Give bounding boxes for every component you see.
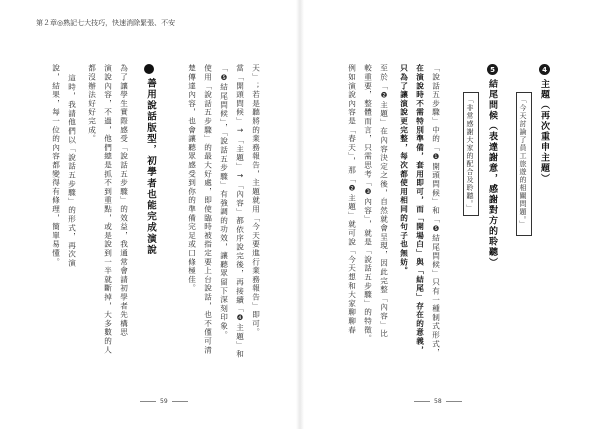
left-body-bottom-line-3: 都沒辦法好好完成。 (87, 64, 97, 144)
left-body-top-line-5: 楚傳達內容，也會讓聽眾感受到你的準備完足或口條極佳。 (187, 64, 197, 293)
heading-4-title: 主題（再次重申主題） (539, 79, 549, 184)
heading-5-quote: 「非常感謝大家的配合及聆聽。」 (466, 96, 474, 213)
left-body-bottom-line-2: 演說內容，不過，他們總是抓不到重點，或是說到一半就斷掉，大多數的人 (103, 64, 113, 355)
right-body-line-4: 至於「❷主題」在內容決定之後，自然就會呈現，因此完整「內容」比 (379, 64, 389, 339)
heading-4-quote: 「今天討論了員工旅遊的相關問題。」 (519, 96, 527, 229)
left-body-bottom-line-1: 為了讓學生實際感受「說話五步驟」的效益，我通常會請初學者先構思 (119, 64, 129, 337)
book-gutter (296, 0, 304, 429)
left-body-top-line-4: 使用「說話五步驟」的最大好處，即使臨時被指定要上台說話，也不僅可清 (203, 64, 213, 355)
right-body-line-5: 較重要，整體而言，只需思考「❸內容」，就是「說話五步驟」的特徵。 (363, 64, 373, 344)
right-body-line-2: 在演說時不需特別準備，套用即可，而「開場白」與「結尾」存在的意義， (415, 64, 425, 355)
running-head: 第２章◎熟記七大技巧，快速消除緊張、不安 (36, 19, 176, 27)
right-body-line-1: 「說話五步驟」中的「❶開頭問候」和「❺結尾問候」只有一種制式形式， (431, 64, 441, 358)
left-body-top-line-3: 「❺結尾問候」，「說話五步驟」有強調的功效，讓聽眾留下深刻印象。 (219, 64, 229, 340)
left-body-bottom-line-5: 說，結果，每一位的內容都變得有條理，簡單易懂。 (51, 64, 61, 267)
right-body-line-3: 只為了讓演說更完整，每次都使用相同的句子也無妨。 (399, 64, 409, 276)
page-number-left: 59 (136, 398, 192, 405)
left-body-top-line-2: 當「開頭問候」→「主題」→「內容」都依序說完後，再接續「❹主題」和 (235, 64, 245, 359)
section-title: 善用說話版型，初學者也能完成演說 (145, 78, 156, 256)
heading-4-number: 4 (539, 64, 550, 75)
page-number-right: 58 (410, 398, 466, 405)
right-page (300, 0, 600, 429)
heading-5-number: 5 (487, 64, 498, 75)
left-body-top-line-1: 天」；若是聽將的業務報告，主題就用「今天要進行業務報告」即可。 (251, 64, 261, 337)
heading-5-title: 結尾問候（表達謝意，感謝對方的聆聽） (487, 79, 497, 268)
section-bullet-icon (144, 64, 154, 74)
left-body-bottom-line-4: 這時，我請他們以「說話五步驟」的形式，再次演 (67, 74, 77, 268)
right-body-line-6: 例如演說內容是「春天」，那「❷主題」就可說「今天想和大家聊聊春 (347, 64, 357, 335)
